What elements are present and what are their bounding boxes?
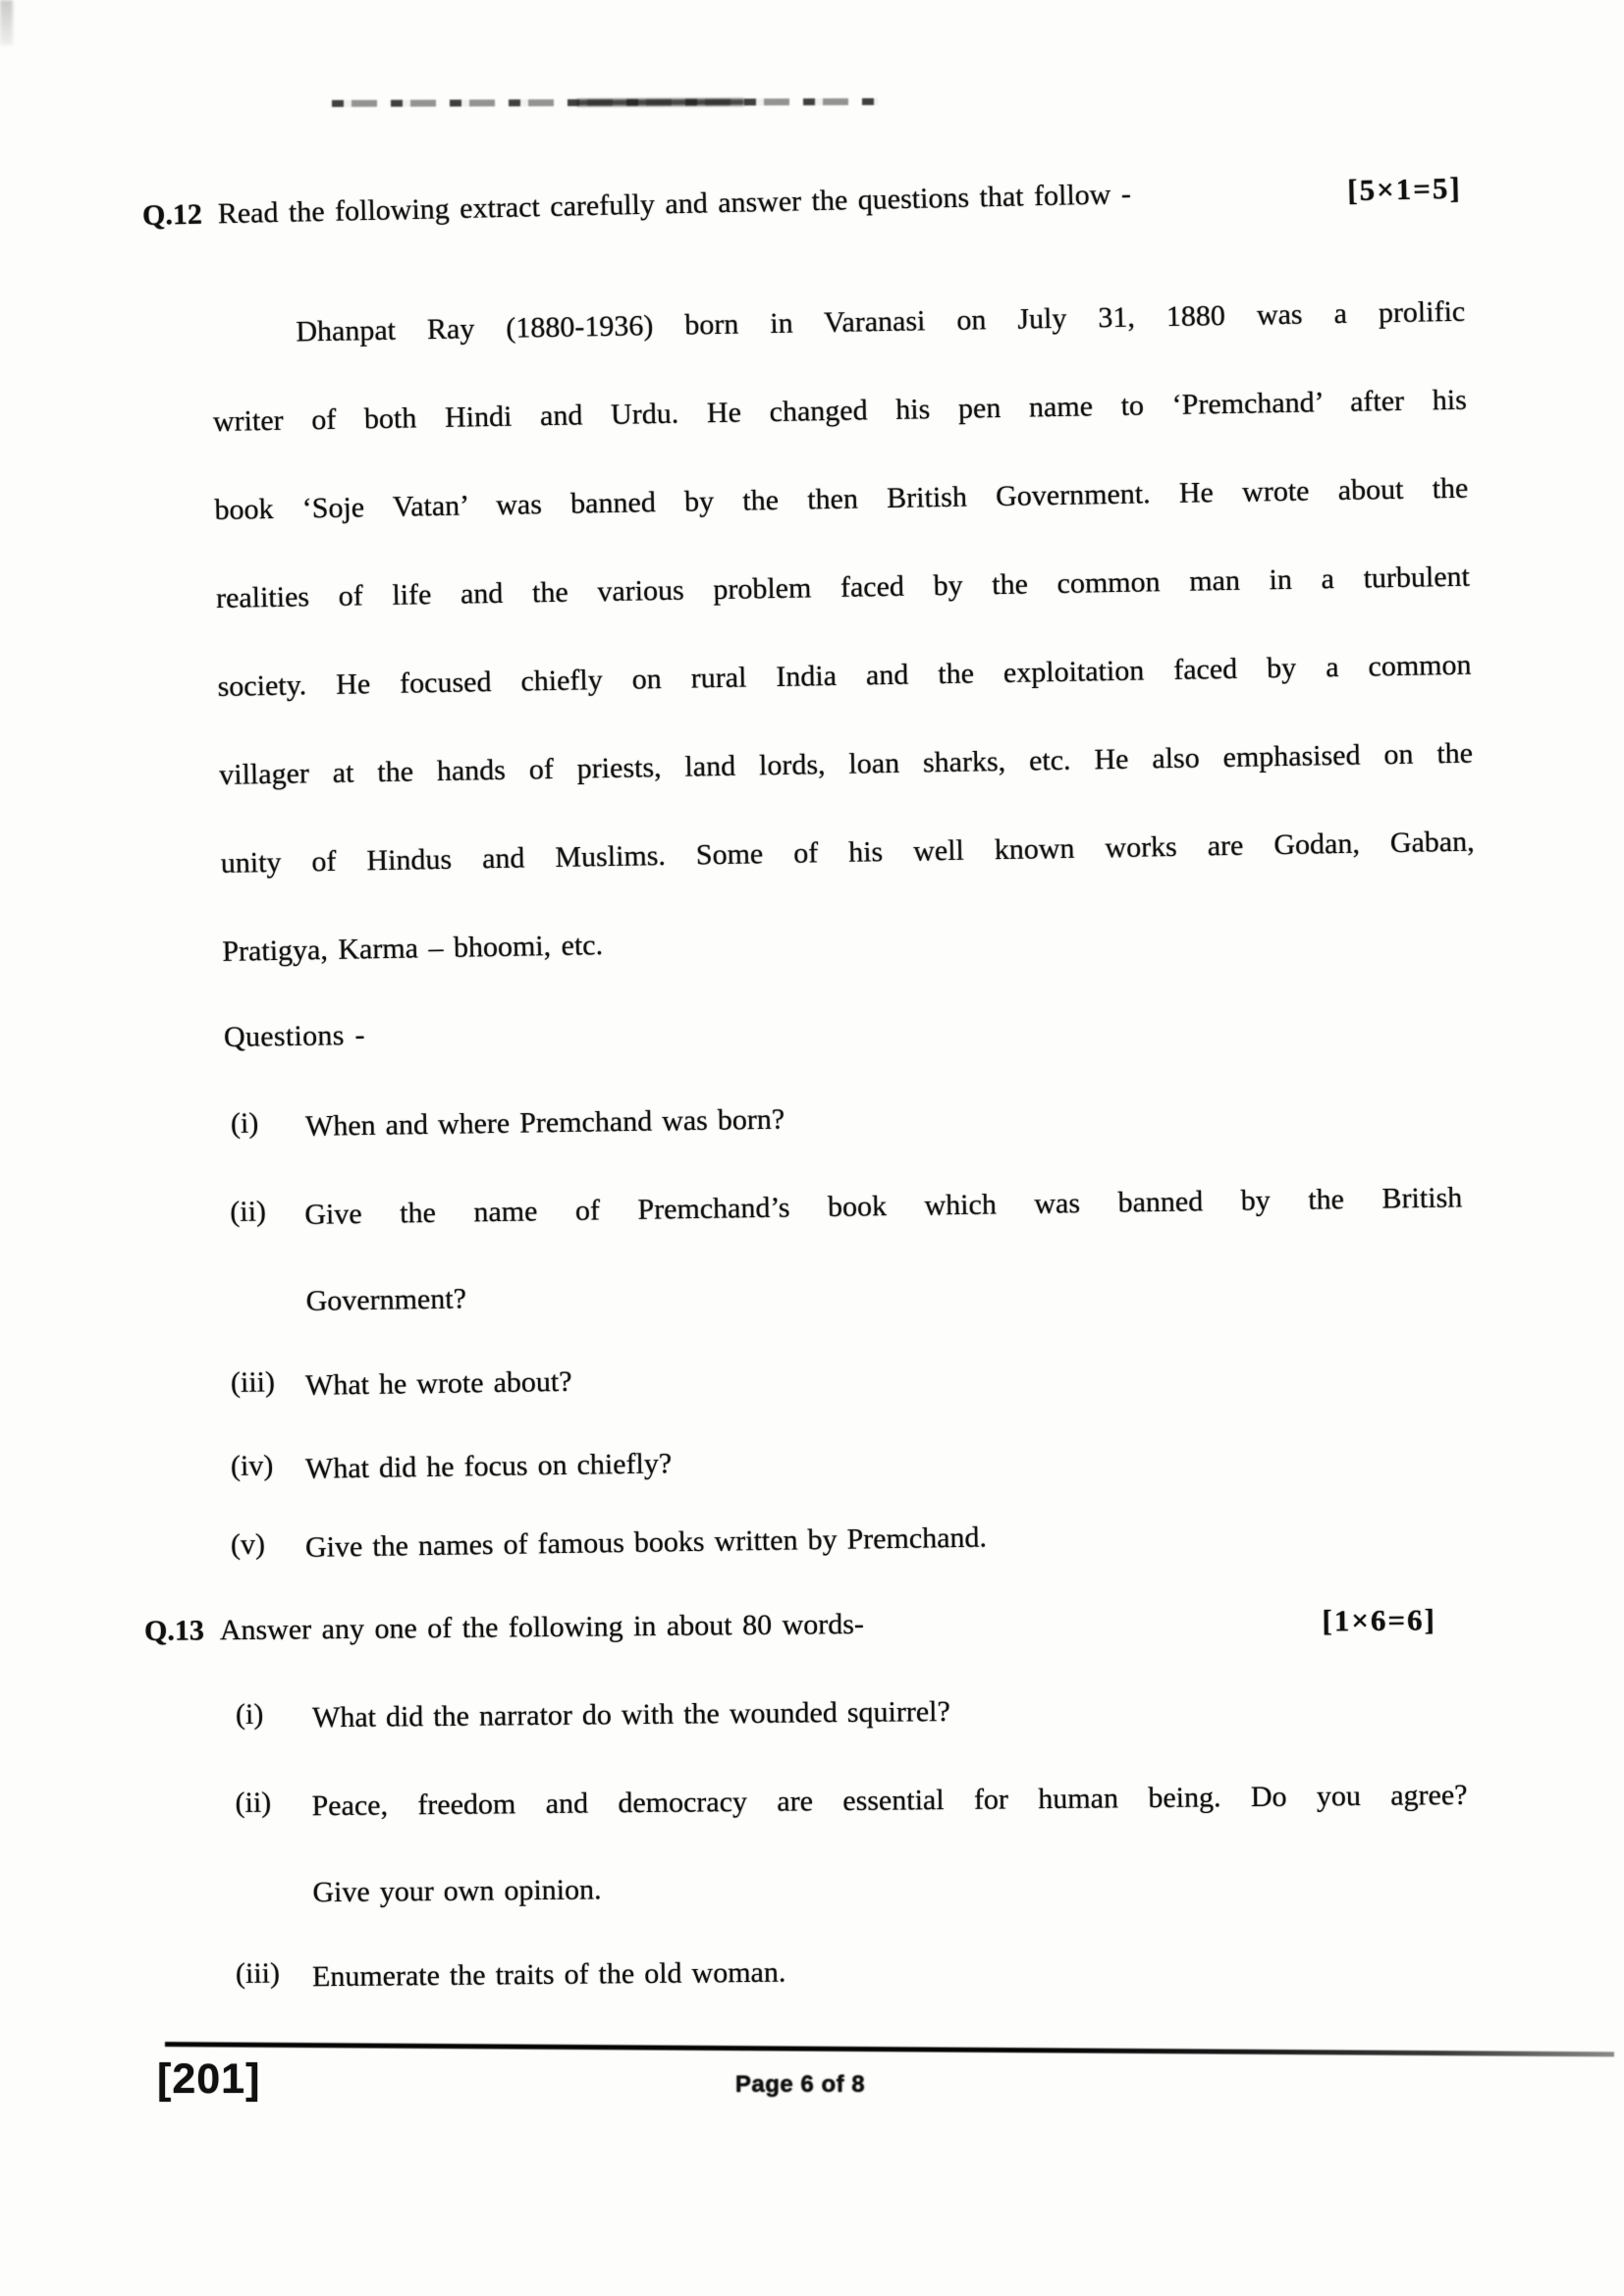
subquestion-line: Peace, freedom and democracy are essential for human being. Do you agree?	[311, 1778, 1468, 1823]
subquestion-number: (iv)	[230, 1449, 274, 1482]
q12-questions-heading: Questions -	[223, 1018, 366, 1053]
subquestion-number: (i)	[235, 1697, 264, 1731]
q13-prompt: Answer any one of the following in about 80 words-	[219, 1607, 865, 1647]
subquestion-line: What did the narrator do with the wounded squirrel?	[311, 1695, 950, 1735]
subquestion-text	[305, 1089, 1463, 1147]
q13-subquestion-iii	[236, 1946, 1468, 1999]
subquestion-text	[312, 1686, 1468, 1738]
subquestion-line: Government?	[305, 1282, 467, 1317]
subquestion-number: (ii)	[230, 1195, 267, 1229]
subquestion-text	[312, 1946, 1468, 1998]
subquestion-number: (ii)	[235, 1786, 272, 1820]
booklet-code: [201]	[157, 2056, 261, 2103]
scan-dashed-line-artifact	[332, 98, 878, 107]
q12-subquestion-v	[231, 1510, 1463, 1570]
subquestion-text	[305, 1510, 1463, 1568]
subquestion-line: What he wrote about?	[304, 1364, 572, 1402]
subquestion-number: (iii)	[230, 1365, 276, 1399]
extract-line: writer of both Hindi and Urdu. He changed his pen name to ‘Premchand’ after his	[212, 383, 1468, 438]
subquestion-line: What did he focus on chiefly?	[304, 1447, 673, 1485]
q12-number: Q.12	[141, 197, 203, 232]
subquestion-line: Give the names of famous books written by Premchand.	[304, 1521, 988, 1564]
extract-line: unity of Hindus and Muslims. Some of his well known works are Godan, Gaban,	[220, 825, 1475, 880]
subquestion-text	[304, 1177, 1464, 1321]
q13-subquestion-ii	[235, 1775, 1468, 1914]
q12-subquestion-ii	[230, 1177, 1464, 1323]
subquestion-number: (i)	[230, 1106, 259, 1140]
q13-header	[144, 1597, 1482, 1653]
q12-subquestion-iv	[231, 1431, 1463, 1491]
footer-rule	[165, 2042, 1614, 2056]
q13-subquestion-i	[236, 1686, 1468, 1739]
extract-line: Dhanpat Ray (1880-1936) born in Varanasi on July 31, 1880 was a prolific	[296, 294, 1466, 348]
q12-header	[142, 165, 1481, 238]
subquestion-number: (v)	[230, 1527, 266, 1561]
subquestion-line: Give your own opinion.	[312, 1873, 602, 1909]
extract-line: Pratigya, Karma – bhoomi, etc.	[222, 929, 604, 968]
subquestion-number: (iii)	[235, 1956, 281, 1990]
subquestion-line: When and where Premchand was born?	[304, 1102, 785, 1143]
q12-subquestion-iii	[231, 1348, 1463, 1408]
subquestion-text	[311, 1775, 1468, 1913]
subquestion-text	[305, 1431, 1463, 1489]
q12-marks: [5×1=5]	[1346, 170, 1463, 208]
subquestion-text	[305, 1348, 1463, 1406]
scan-corner-smudge-artifact	[0, 0, 13, 45]
extract-line: society. He focused chiefly on rural India and the exploitation faced by a common	[217, 648, 1472, 703]
extract-line: villager at the hands of priests, land lords, loan sharks, etc. He also emphasised on the	[218, 736, 1474, 791]
extract-line: realities of life and the various problem faced by the common man in a turbulent	[215, 560, 1471, 614]
q12-prompt: Read the following extract carefully and answer the questions that follow -	[217, 178, 1132, 231]
subquestion-line: Enumerate the traits of the old woman.	[311, 1955, 786, 1994]
q13-number: Q.13	[143, 1614, 204, 1647]
extract-line: book ‘Soje Vatan’ was banned by the then British Government. He wrote about the	[214, 471, 1469, 526]
q13-marks: [1×6=6]	[1322, 1602, 1437, 1638]
q12-subquestion-i	[231, 1089, 1463, 1148]
page-indicator: Page 6 of 8	[734, 2071, 866, 2098]
q12-extract-paragraph	[211, 291, 1477, 1019]
subquestion-line: Give the name of Premchand’s book which was banned by the British	[304, 1181, 1463, 1231]
